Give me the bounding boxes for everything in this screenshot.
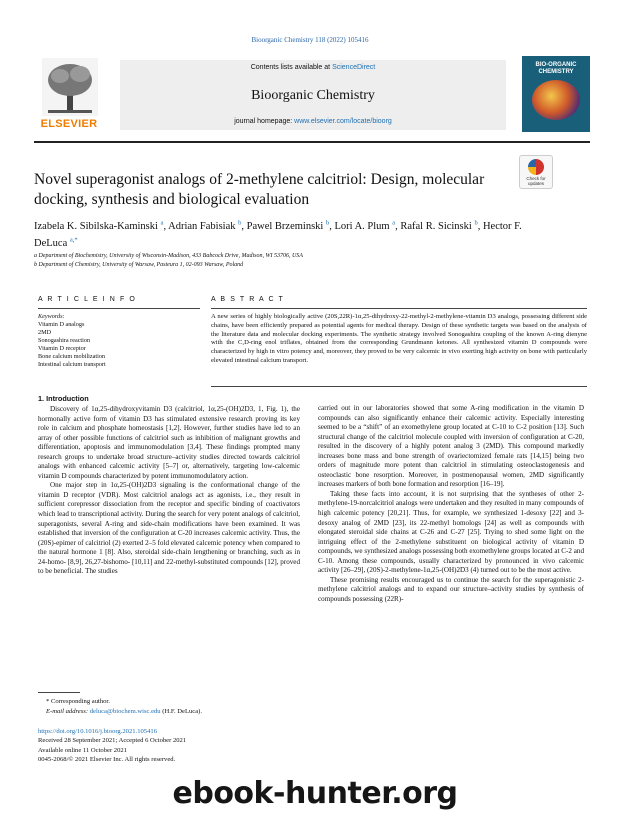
crossmark-label: Check for updates (526, 176, 546, 186)
keyword: Sonogashira reaction (38, 337, 91, 344)
homepage-prefix: journal homepage: (234, 118, 295, 125)
affiliation-marker[interactable]: b (474, 219, 478, 227)
keyword: Bone calcium mobilization (38, 353, 106, 360)
footnote-rule (38, 692, 80, 693)
abstract-bottom-rule (211, 386, 587, 387)
copyright: 0045-2068/© 2021 Elsevier Inc. All rights reserved. (38, 755, 176, 763)
online-date: Available online 11 October 2021 (38, 746, 127, 754)
affiliation-a: a Department of Biochemistry, University of Wisconsin-Madison, 433 Babcock Drive, Madison, WI 53706, USA (34, 253, 303, 259)
keywords-block (38, 313, 198, 369)
affiliation-b: b Department of Chemistry, University of Warsaw, Pasteura 1, 02-093 Warsaw, Poland (34, 262, 244, 268)
cover-title: BIO-ORGANIC CHEMISTRY (535, 62, 577, 75)
email-suffix: (H.F. DeLuca). (160, 708, 203, 715)
author-name: Rafal R. Sicinski $^b$ (400, 219, 478, 232)
paragraph: These promising results encouraged us to continue the search for the superagonistic 2-methylene calcitriol analogs and to expand our structure–activity studies by synthesis of compounds possessing (22R)- (318, 575, 584, 603)
keyword: Intestinal calcium transport (38, 361, 106, 368)
article-info-rule (38, 308, 200, 309)
journal-reference[interactable]: Bioorganic Chemistry 118 (2022) 105416 (251, 36, 369, 44)
tree-logo-icon (42, 58, 98, 116)
cover-art (532, 80, 580, 120)
section-heading-introduction: 1. Introduction (38, 394, 89, 403)
crossmark-icon (528, 159, 544, 175)
body-column-right (318, 404, 584, 604)
journal-banner (120, 60, 506, 130)
affiliation-marker[interactable]: a (392, 219, 396, 227)
corresponding-label: * Corresponding author. (46, 698, 110, 705)
affiliation-marker[interactable]: b (325, 219, 330, 227)
contents-prefix: Contents lists available at (250, 64, 333, 71)
journal-cover (522, 56, 590, 132)
author-name: Izabela K. Sibilska-Kaminski $^a$ (34, 219, 164, 232)
abstract-text: A new series of highly biologically active (20S,22R)-1α,25-dihydroxy-22-methyl-2-methylene-vitamin D3 analogs, possessing different side chains, have been efficiently prepared as potential agents for medical therapy. Design of these synthetic targets was based on the analysis of the literature data and molecular docking experiments. The synthetic strategy involved Sonogashira coupling of the known A-ring dienyne with the C,D-ring enol triflates, obtained from the corresponding Grundmann ketones. All synthesized vitamin D compounds were characterized by high in vitro potency and, moreover, they proved to be very calcemic in vivo exerting high activity on bone with particularly elevated intestinal calcium transport. (211, 313, 587, 364)
article-title: Novel superagonist analogs of 2-methylene calcitriol: Design, molecular docking, synthesis and biological evaluation (34, 171, 485, 208)
author-name: Pawel Brzeminski $^b$ (246, 219, 330, 232)
email-label: E-mail address: (46, 708, 90, 715)
homepage-line (120, 118, 506, 125)
affiliation-marker[interactable]: a (160, 219, 164, 227)
masthead-rule (34, 141, 590, 143)
elsevier-logo (34, 56, 104, 134)
abstract-header: A B S T R A C T (211, 296, 285, 303)
author-name: Adrian Fabisiak $^b$ (168, 219, 242, 232)
keywords-label: Keywords: (38, 313, 65, 320)
homepage-link[interactable]: www.elsevier.com/locate/bioorg (294, 118, 392, 125)
paragraph: One major step in 1α,25-(OH)2D3 signaling is the conformational change of the vitamin D receptor (VDR). Most calcitriol analogs act as agonists, i.e., they result in sufficient corepressor dissociation from the receptor and specific binding of coactivators which lead to transcriptional activity. During the search for very potent analogs of calcitriol, superagonists, several A-ring and side-chain modifications have been examined. It was established that inversion of the configuration at C-20 increases calcemic activity. Thus, the (20S)-epimer of calcitriol (2) exerted 2–5 fold elevated calcemic potency when compared to the natural hormone 1 [8]. Also, steroidal side-chain lengthening or branching, such as in 24-homo- [8,9], 26,27-bishomo- [10,11] and 22-methyl-substituted compounds [12], proved to be beneficial. The studies (38, 481, 300, 576)
publisher-wordmark: ELSEVIER (40, 118, 98, 130)
email-link[interactable]: deluca@biochem.wisc.edu (89, 708, 161, 715)
received-dates: Received 28 September 2021; Accepted 6 October 2021 (38, 737, 187, 745)
author-name: Lori A. Plum $^a$ (334, 219, 396, 232)
paragraph: Discovery of 1α,25-dihydroxyvitamin D3 (calcitriol, 1α,25-(OH)2D3, 1, Fig. 1), the hormonally active form of vitamin D3 has stimulated extensive research proving its key role in calcium and phosphate homeostasis [1,2]. However, further studies have led to an array of other possible functions of calcitriol such as inhibition of malignant growths and differentiation, apoptosis and immunomodulation [3,4]. These findings prompted many research groups to undertake broad structure–activity studies directed towards calcitriol analogs with enhanced calcemic activity [5–7] or, alternatively, targeting low-calcemic vitamin D compounds characterized by potent immunomodulatory action. (38, 405, 300, 480)
affiliation-marker[interactable]: b (238, 219, 242, 227)
keyword: Vitamin D analogs (38, 321, 85, 328)
affiliation-marker[interactable]: a,* (69, 236, 78, 244)
journal-name: Bioorganic Chemistry (251, 88, 375, 103)
abstract-rule (211, 308, 587, 309)
email-line (46, 707, 202, 717)
watermark-text: ebook-hunter.org (172, 776, 458, 811)
paragraph: carried out in our laboratories showed that some A-ring modification in the vitamin D compounds can also significantly enhance their calcemic activity. Especially interesting seemed to be a “shift” of an exomethylene group located at C-10 to C-2 position [13]. Such structural change of the calcitriol molecule coupled with inversion of configuration at C-20, resulted in the discovery of a highly potent analog 3 (2MD). This compound markedly increases bone mass and bone strength of ovariectomized female rats [14,15] being two orders of magnitude more potent than calcitriol in stimulating osteoclastogenesis and osteoclastic bone resorption. Moreover, in postmenopausal women, 2MD significantly increases markers of both bone formation and resorption [16–19]. (318, 404, 584, 489)
keyword: 2MD (38, 329, 52, 336)
publication-info (38, 727, 186, 764)
body-column-left (38, 405, 300, 577)
author-name: Hector F. DeLuca $^{a,*}$ (34, 221, 522, 249)
author-list: Izabela K. Sibilska-Kaminski $^a$, Adrian Fabisiak $^b$, Pawel Brzeminski $^b$, Lori A. Plum $^a$, Rafal R. Sicinski $^b$, Hector F. DeLuca $^{a,*}$ (34, 219, 522, 249)
contents-line (120, 64, 506, 71)
keyword: Vitamin D receptor (38, 345, 86, 352)
article-info-header: A R T I C L E I N F O (38, 296, 137, 303)
sciencedirect-link[interactable]: ScienceDirect (332, 64, 376, 71)
paragraph: Taking these facts into account, it is not surprising that the syntheses of other 2-methylene-19-norcalcitriol analogs were undertaken and they resulted in many compounds of high calcemic potency [20,21]. Thus, for example, we synthesized 1-desoxy [22] and 3-desoxy analog of 2MD [23], its 22-methyl homologs [24] as well as compounds with elongated steroidal side chains at C-26 and C-27 [25]. Trying to shed some light on the intriguing effect of the 2-methylene substituent on biological activity of vitamin D compounds, we synthesized analogs possessing both exomethylene groups located at C-2 and C-10. Among these compounds, usually characterized by pronounced in vivo calcemic activity [26–29], (20S)-2-methylene-1α,25-(OH)2D3 (4) turned out to be the most active. (318, 489, 584, 575)
check-for-updates-badge[interactable] (519, 155, 553, 189)
corresponding-author-footnote (46, 697, 202, 717)
journal-masthead (34, 56, 590, 134)
doi-link[interactable]: https://doi.org/10.1016/j.bioorg.2021.105416 (38, 728, 157, 735)
